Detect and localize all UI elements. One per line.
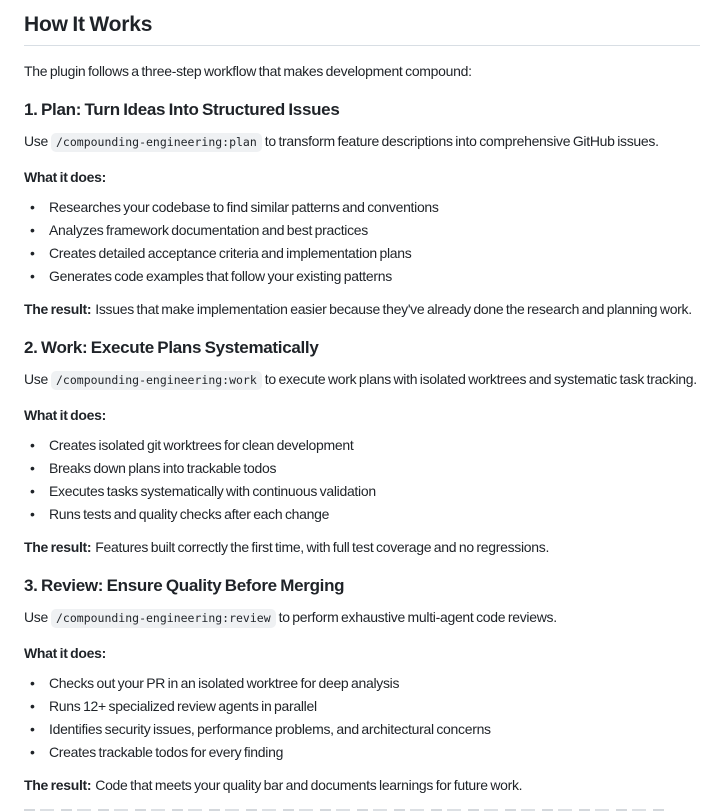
command-code-review: /compounding-engineering:review — [51, 609, 276, 628]
usage-prefix: Use — [24, 133, 48, 149]
what-it-does-label: What it does: — [24, 407, 106, 423]
command-code-plan: /compounding-engineering:plan — [51, 133, 262, 152]
section-heading-work: 2. Work: Execute Plans Systematically — [24, 338, 319, 357]
list-item: • Researches your codebase to find similar patterns and conventions — [49, 196, 700, 219]
feature-list-review — [24, 672, 700, 764]
result-label: The result: — [24, 539, 92, 555]
page-title: How It Works — [24, 12, 700, 46]
result-paragraph — [24, 298, 700, 320]
list-item: • Checks out your PR in an isolated worktree for deep analysis — [49, 672, 700, 695]
what-it-does-label: What it does: — [24, 645, 106, 661]
result-text: Features built correctly the first time, with full test coverage and no regressions. — [95, 539, 550, 555]
list-item: • Executes tasks systematically with continuous validation — [49, 480, 700, 503]
usage-prefix: Use — [24, 609, 48, 625]
section-review — [24, 574, 700, 796]
command-code-work: /compounding-engineering:work — [51, 371, 262, 390]
usage-prefix: Use — [24, 371, 48, 387]
usage-suffix: to execute work plans with isolated worktrees and systematic task tracking. — [264, 371, 697, 387]
usage-suffix: to perform exhaustive multi-agent code reviews. — [278, 609, 557, 625]
section-heading-plan: 1. Plan: Turn Ideas Into Structured Issues — [24, 100, 340, 119]
feature-list-work — [24, 434, 700, 526]
result-text: Code that meets your quality bar and documents learnings for future work. — [95, 777, 523, 793]
usage-paragraph — [24, 606, 700, 629]
section-heading-review: 3. Review: Ensure Quality Before Merging — [24, 576, 345, 595]
list-item: • Creates trackable todos for every finding — [49, 741, 700, 764]
section-work — [24, 336, 700, 558]
usage-paragraph — [24, 368, 700, 391]
list-item: • Creates isolated git worktrees for clean development — [49, 434, 700, 457]
list-item: • Creates detailed acceptance criteria and implementation plans — [49, 242, 700, 265]
list-item: • Generates code examples that follow your existing patterns — [49, 265, 700, 288]
result-label: The result: — [24, 301, 92, 317]
what-it-does-label: What it does: — [24, 169, 106, 185]
section-plan — [24, 98, 700, 320]
list-item: • Identifies security issues, performance problems, and architectural concerns — [49, 718, 700, 741]
result-paragraph — [24, 774, 700, 796]
usage-paragraph — [24, 130, 700, 153]
feature-list-plan — [24, 196, 700, 288]
usage-suffix: to transform feature descriptions into comprehensive GitHub issues. — [264, 133, 659, 149]
result-paragraph — [24, 536, 700, 558]
list-item: • Runs tests and quality checks after each change — [49, 503, 700, 526]
intro-paragraph: The plugin follows a three-step workflow that makes development compound: — [24, 63, 472, 79]
list-item: • Runs 12+ specialized review agents in parallel — [49, 695, 700, 718]
list-item: • Breaks down plans into trackable todos — [49, 457, 700, 480]
result-label: The result: — [24, 777, 92, 793]
list-item: • Analyzes framework documentation and best practices — [49, 219, 700, 242]
result-text: Issues that make implementation easier because they've already done the research and planning work. — [95, 301, 692, 317]
